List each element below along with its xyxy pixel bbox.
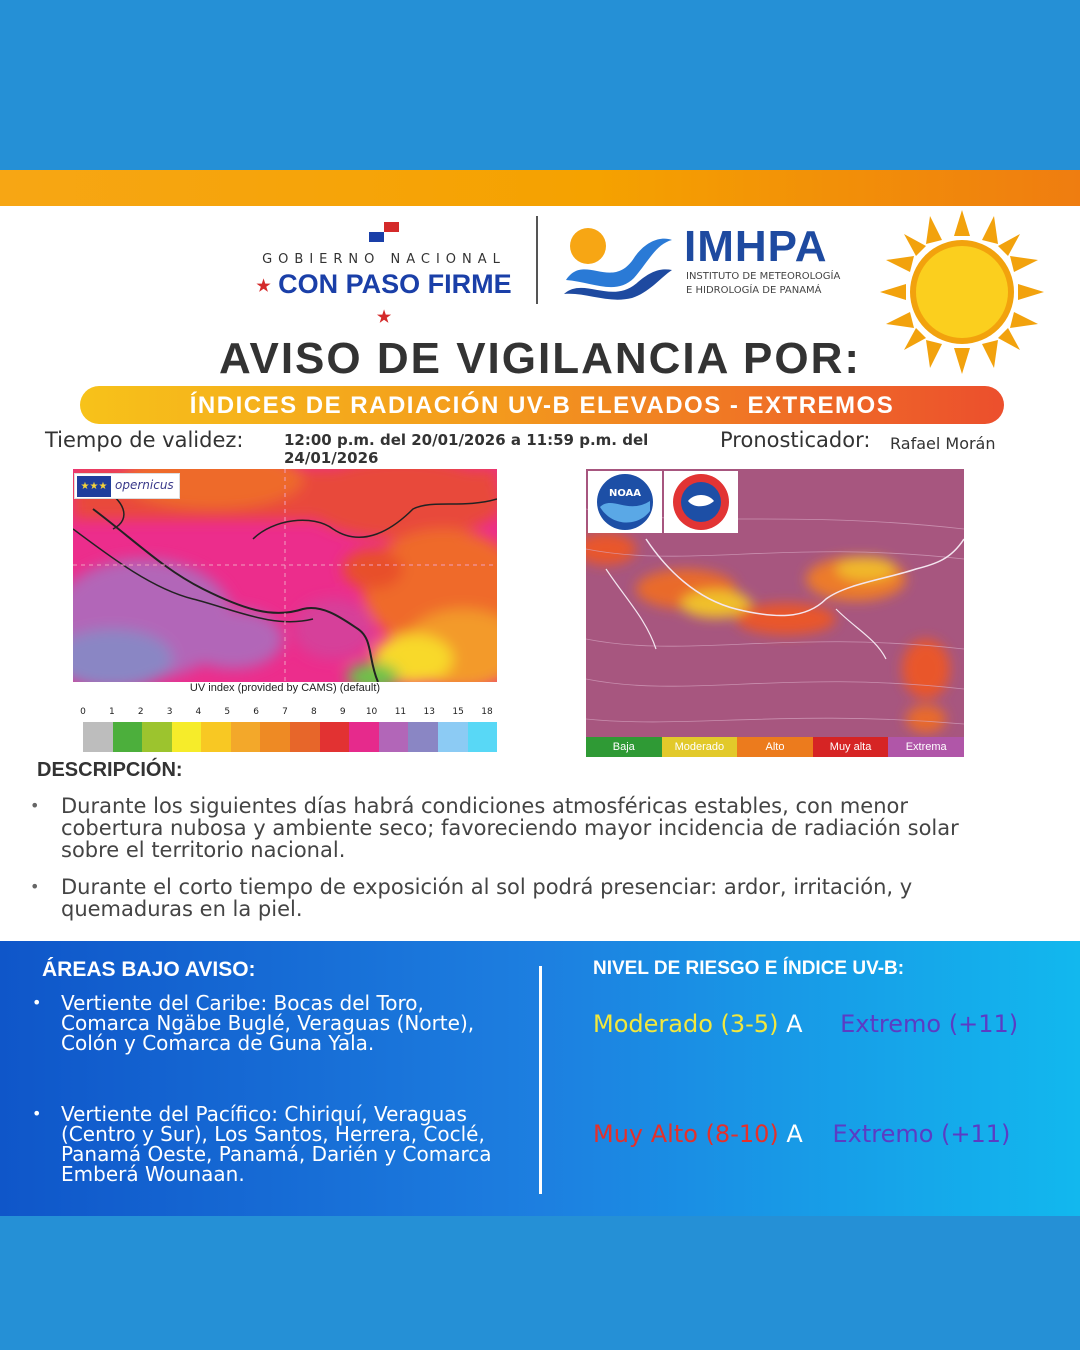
orange-strip bbox=[0, 170, 1080, 206]
uv-scale-swatch bbox=[113, 722, 143, 752]
eu-flag-icon: ★★★ bbox=[77, 476, 111, 497]
noaa-legend-item: Baja bbox=[586, 737, 662, 757]
panel-divider bbox=[539, 966, 542, 1194]
uv-tick-label: 1 bbox=[108, 707, 115, 717]
uv-map-caption: UV index (provided by CAMS) (default) bbox=[189, 682, 381, 694]
logo-divider bbox=[536, 216, 538, 304]
uv-tick-label: 5 bbox=[224, 707, 231, 717]
uv-color-scale bbox=[83, 722, 497, 752]
imhpa-subtitle-line: INSTITUTO DE METEOROLOGÍA bbox=[686, 271, 841, 282]
noaa-legend-item: Extrema bbox=[888, 737, 964, 757]
uv-tick-label: 2 bbox=[137, 707, 144, 717]
uv-scale-swatch bbox=[201, 722, 231, 752]
uv-scale-swatch bbox=[438, 722, 468, 752]
description-line: Durante el corto tiempo de exposición al sol podrá presenciar: ardor, irritación, y bbox=[61, 875, 913, 899]
description-line: quemaduras en la piel. bbox=[61, 897, 303, 921]
area-line: Vertiente del Caribe: Bocas del Toro, bbox=[61, 991, 424, 1015]
uv-tick-label: 0 bbox=[80, 707, 86, 717]
noaa-legend-item: Alto bbox=[737, 737, 813, 757]
uv-scale-swatch bbox=[231, 722, 261, 752]
imhpa-name: IMHPA bbox=[684, 222, 828, 271]
uv-scale-swatch bbox=[290, 722, 320, 752]
government-logo bbox=[248, 222, 520, 331]
validity-label: Tiempo de validez: bbox=[45, 428, 244, 452]
uv-scale-swatch bbox=[172, 722, 202, 752]
risk-level-to: Extremo (+11) bbox=[832, 1120, 1011, 1148]
description-line: sobre el territorio nacional. bbox=[61, 838, 346, 862]
area-line: Comarca Ngäbe Buglé, Veraguas (Norte), bbox=[61, 1011, 475, 1035]
uv-tick-label: 8 bbox=[310, 707, 317, 717]
bullet-icon: • bbox=[32, 993, 42, 1012]
forecaster-label: Pronosticador: bbox=[720, 428, 871, 452]
uv-scale-swatch bbox=[142, 722, 172, 752]
gov-subtitle: GOBIERNO NACIONAL bbox=[262, 252, 506, 267]
uv-tick-label: 13 bbox=[423, 707, 435, 717]
copernicus-logo bbox=[74, 473, 180, 499]
gov-slogan-text: CON PASO FIRME bbox=[278, 269, 512, 299]
uv-tick-label: 4 bbox=[195, 707, 202, 717]
risk-row-2 bbox=[593, 1120, 1010, 1148]
panama-flag-icon bbox=[369, 222, 399, 242]
risk-row-1 bbox=[593, 1010, 1018, 1038]
uv-tick-label: 10 bbox=[365, 707, 378, 717]
uv-scale-ticks bbox=[73, 707, 497, 721]
risk-level-from: Moderado (3-5) bbox=[593, 1010, 779, 1038]
risk-level-connector: A bbox=[786, 1120, 803, 1148]
uv-scale-swatch bbox=[83, 722, 113, 752]
gov-slogan bbox=[248, 269, 520, 331]
risk-level-connector: A bbox=[786, 1010, 803, 1038]
page-title: AVISO DE VIGILANCIA POR: bbox=[218, 334, 862, 383]
imhpa-subtitle-line: E HIDROLOGÍA DE PANAMÁ bbox=[686, 285, 822, 296]
bottom-background bbox=[0, 1216, 1080, 1350]
uv-tick-label: 9 bbox=[339, 707, 346, 717]
uv-scale-swatch bbox=[379, 722, 409, 752]
forecaster-name: Rafael Morán bbox=[890, 434, 996, 453]
star-icon: ★ bbox=[376, 308, 392, 326]
uv-tick-label: 6 bbox=[253, 707, 259, 717]
imhpa-logo-icon bbox=[562, 222, 674, 300]
risk-heading: NIVEL DE RIESGO E ÍNDICE UV-B: bbox=[593, 958, 905, 979]
validity-value: 12:00 p.m. del 20/01/2026 a 11:59 p.m. del 24/01/2026 bbox=[284, 431, 649, 467]
area-line: Panamá Oeste, Panamá, Darién y Comarca bbox=[61, 1142, 492, 1166]
risk-level-to: Extremo (+11) bbox=[840, 1010, 1019, 1038]
description-line: Durante los siguientes días habrá condiciones atmosféricas estables, con menor bbox=[61, 794, 908, 818]
bullet-icon: • bbox=[30, 796, 40, 815]
areas-heading: ÁREAS BAJO AVISO: bbox=[42, 958, 256, 981]
alert-banner-text: ÍNDICES DE RADIACIÓN UV-B ELEVADOS - EXTREMOS bbox=[189, 392, 895, 419]
bullet-icon: • bbox=[32, 1104, 42, 1123]
noaa-logo-icon bbox=[588, 471, 662, 533]
area-line: Emberá Wounaan. bbox=[61, 1162, 245, 1186]
uv-tick-label: 15 bbox=[452, 707, 464, 717]
svg-text:NOAA: NOAA bbox=[608, 488, 642, 499]
uv-tick-label: 11 bbox=[394, 707, 407, 717]
uv-index-map bbox=[73, 469, 497, 682]
nws-logo-icon bbox=[664, 471, 738, 533]
uv-scale-swatch bbox=[260, 722, 290, 752]
uv-tick-label: 18 bbox=[481, 707, 493, 717]
alert-banner bbox=[80, 386, 1004, 424]
star-icon: ★ bbox=[256, 277, 271, 295]
uv-scale-swatch bbox=[349, 722, 379, 752]
uv-tick-label: 7 bbox=[282, 707, 288, 717]
description-line: cobertura nubosa y ambiente seco; favoreciendo mayor incidencia de radiación solar bbox=[61, 816, 959, 840]
description-heading: DESCRIPCIÓN: bbox=[37, 759, 183, 781]
area-line: (Centro y Sur), Los Santos, Herrera, Coclé, bbox=[61, 1122, 485, 1146]
top-background bbox=[0, 0, 1080, 170]
noaa-legend-item: Moderado bbox=[662, 737, 738, 757]
uv-tick-label: 3 bbox=[166, 707, 173, 717]
imhpa-subtitle bbox=[686, 270, 856, 298]
uv-scale-swatch bbox=[320, 722, 350, 752]
uv-scale-swatch bbox=[408, 722, 438, 752]
noaa-uv-legend bbox=[586, 737, 964, 757]
area-line: Vertiente del Pacífico: Chiriquí, Veraguas bbox=[61, 1102, 467, 1126]
copernicus-logo-text: opernicus bbox=[115, 478, 174, 492]
bullet-icon: • bbox=[30, 877, 40, 896]
uv-scale-swatch bbox=[468, 722, 498, 752]
area-line: Colón y Comarca de Guna Yala. bbox=[61, 1031, 375, 1055]
noaa-legend-item: Muy alta bbox=[813, 737, 889, 757]
risk-level-from: Muy Alto (8-10) bbox=[593, 1120, 779, 1148]
